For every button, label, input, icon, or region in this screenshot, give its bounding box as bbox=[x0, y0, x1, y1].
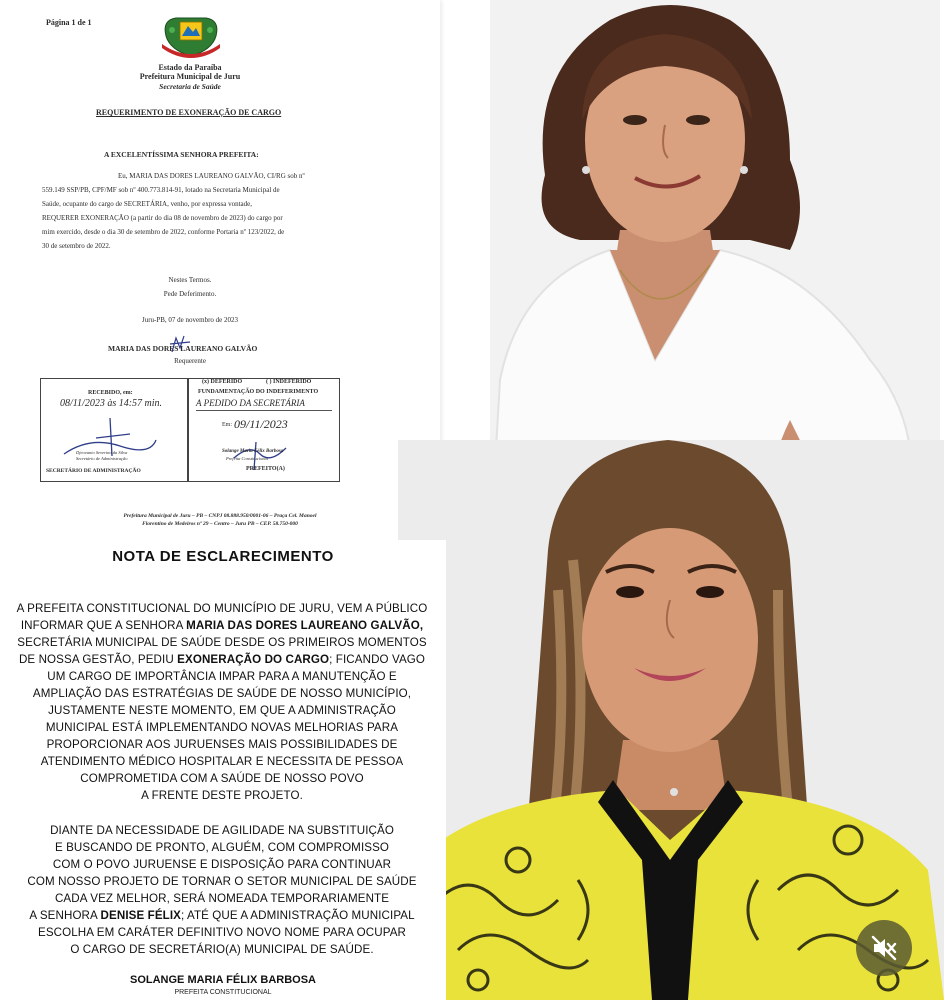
municipal-crest-logo bbox=[158, 14, 224, 60]
photo-appointed-secretary bbox=[398, 440, 944, 1000]
requester-name: MARIA DAS DORES LAUREANO GALVÃO bbox=[108, 344, 258, 353]
clarification-note bbox=[0, 540, 446, 1000]
body-line: REQUERER EXONERAÇÃO (a partir do dia 08 de novembro de 2023) do cargo por bbox=[42, 214, 283, 222]
received-role: SECRETÁRIO DE ADMINISTRAÇÃO bbox=[46, 468, 141, 474]
fundamentacao-label: FUNDAMENTAÇÃO DO INDEFERIMENTO bbox=[198, 389, 319, 395]
note-line: COM NOSSO PROJETO DE TORNAR O SETOR MUNICIPAL DE SAÚDE bbox=[27, 875, 417, 888]
admin-signature-caption: Djeovanio Severino da Silva bbox=[76, 450, 128, 455]
body-line: Saúde, ocupante do cargo de SECRETÁRIA, venho, por expressa vontade, bbox=[42, 200, 253, 208]
speaker-muted-icon bbox=[870, 934, 898, 962]
note-signer-name: SOLANGE MARIA FÉLIX BARBOSA bbox=[130, 974, 316, 986]
note-line: O CARGO DE SECRETÁRIO(A) MUNICIPAL DE SAÚDE. bbox=[70, 943, 374, 956]
note-line: INFORMAR QUE A SENHORA MARIA DAS DORES LAUREANO GALVÃO, bbox=[20, 619, 424, 632]
mayor-signature-caption: Prefeita Constitucional bbox=[226, 456, 268, 461]
requester-role: Requerente bbox=[174, 357, 206, 365]
body-line: mim exercido, desde o dia 30 de setembro de 2022, conforme Portaria nº 123/2022, de bbox=[42, 228, 285, 236]
note-line: A FRENTE DESTE PROJETO. bbox=[141, 789, 303, 802]
closing-terms: Nestes Termos. bbox=[168, 276, 212, 284]
place-date: Juru-PB, 07 de novembro de 2023 bbox=[141, 316, 239, 324]
deferido-option: (x) DEFERIDO bbox=[202, 379, 243, 385]
handwritten-reason: A PEDIDO DA SECRETÁRIA bbox=[196, 398, 305, 408]
portrait-yellow-blouse-illustration bbox=[398, 440, 944, 1000]
note-line: CADA VEZ MELHOR, SERÁ NOMEADA TEMPORARIAMENTE bbox=[54, 892, 390, 905]
highlight-new-name: DENISE FÉLIX bbox=[100, 909, 181, 922]
note-line: A SENHORA DENISE FÉLIX; ATÉ QUE A ADMINISTRAÇÃO MUNICIPAL bbox=[29, 909, 415, 922]
note-line: E BUSCANDO DE PRONTO, ALGUÉM, COM COMPROMISSO bbox=[54, 841, 390, 854]
addressee: A EXCELENTÍSSIMA SENHORA PREFEITA: bbox=[104, 150, 259, 159]
note-line: ESCOLHA EM CARÁTER DEFINITIVO NOVO NOME PARA OCUPAR bbox=[38, 926, 406, 939]
note-title: NOTA DE ESCLARECIMENTO bbox=[112, 548, 334, 565]
note-line: PROPORCIONAR AOS JURUENSES MAIS POSSIBILIDADES DE bbox=[46, 738, 398, 751]
received-handwritten-date: 08/11/2023 às 14:57 min. bbox=[60, 398, 163, 409]
indeferido-option: ( ) INDEFERIDO bbox=[266, 379, 312, 385]
decision-date-prefix: Em: bbox=[222, 422, 232, 428]
highlight-exoneration: EXONERAÇÃO DO CARGO bbox=[177, 653, 330, 666]
received-label: RECEBIDO, em: bbox=[88, 390, 133, 396]
page-label: Página 1 de 1 bbox=[46, 18, 92, 27]
decision-handwritten-date: 09/11/2023 bbox=[234, 417, 288, 431]
note-line: AMPLIAÇÃO DAS ESTRATÉGIAS DE SAÚDE DE NOSSO MUNICÍPIO, bbox=[32, 687, 412, 700]
mayor-signature-caption: Solange Maria Félix Barbosa bbox=[222, 449, 284, 454]
decision-role: PREFEITO(A) bbox=[246, 466, 285, 472]
note-line: ATENDIMENTO MÉDICO HOSPITALAR E NECESSITA DE PESSOA bbox=[40, 755, 404, 768]
body-line: 30 de setembro de 2022. bbox=[42, 242, 111, 250]
note-line: COMPROMETIDA COM A SAÚDE DE NOSSO POVO bbox=[80, 772, 364, 785]
note-line: COM O POVO JURUENSE E DISPOSIÇÃO PARA CONTINUAR bbox=[52, 858, 392, 871]
mute-button[interactable] bbox=[856, 920, 912, 976]
note-line: DIANTE DA NECESSIDADE DE AGILIDADE NA SUBSTITUIÇÃO bbox=[50, 824, 394, 837]
note-line: MUNICIPAL ESTÁ IMPLEMENTANDO NOVAS MELHORIAS PARA bbox=[45, 721, 399, 734]
note-line: JUSTAMENTE NESTE MOMENTO, EM QUE A ADMINISTRAÇÃO bbox=[48, 704, 396, 717]
closing-request: Pede Deferimento. bbox=[163, 290, 217, 298]
body-line: Eu, MARIA DAS DORES LAUREANO GALVÃO, CI/RG sob nº bbox=[118, 172, 305, 180]
exoneration-request-document bbox=[0, 0, 440, 540]
header-state: Estado da Paraíba bbox=[158, 63, 222, 72]
document-title: REQUERIMENTO DE EXONERAÇÃO DE CARGO bbox=[96, 108, 282, 117]
note-line: UM CARGO DE IMPORTÂNCIA IMPAR PARA A MANUTENÇÃO E bbox=[47, 670, 397, 683]
reason-underline bbox=[196, 410, 332, 411]
highlight-name: MARIA DAS DORES LAUREANO GALVÃO, bbox=[186, 619, 424, 632]
note-line: SECRETÁRIA MUNICIPAL DE SAÚDE DESDE OS PRIMEIROS MOMENTOS bbox=[17, 636, 427, 649]
header-department: Secretaria de Saúde bbox=[159, 82, 221, 91]
admin-signature-caption: Secretário de Administração bbox=[76, 456, 128, 461]
document-footer: Prefeitura Municipal de Juru – PB – CNPJ 08.888.950/0001-06 – Praça Cel. Manoel bbox=[123, 513, 317, 519]
note-line: A PREFEITA CONSTITUCIONAL DO MUNICÍPIO DE JURU, VEM A PÚBLICO bbox=[16, 602, 428, 615]
note-line: DE NOSSA GESTÃO, PEDIU EXONERAÇÃO DO CARGO; FICANDO VAGO bbox=[18, 653, 426, 666]
document-footer: Florentino de Medeiros nº 29 – Centro – Juru PB – CEP. 58.750-000 bbox=[142, 521, 298, 527]
header-municipality: Prefeitura Municipal de Juru bbox=[139, 72, 241, 81]
body-line: 559.149 SSP/PB, CPF/MF sob nº 400.773.814-91, lotado na Secretaria Municipal de bbox=[42, 186, 280, 194]
note-signer-role: PREFEITA CONSTITUCIONAL bbox=[174, 989, 272, 996]
